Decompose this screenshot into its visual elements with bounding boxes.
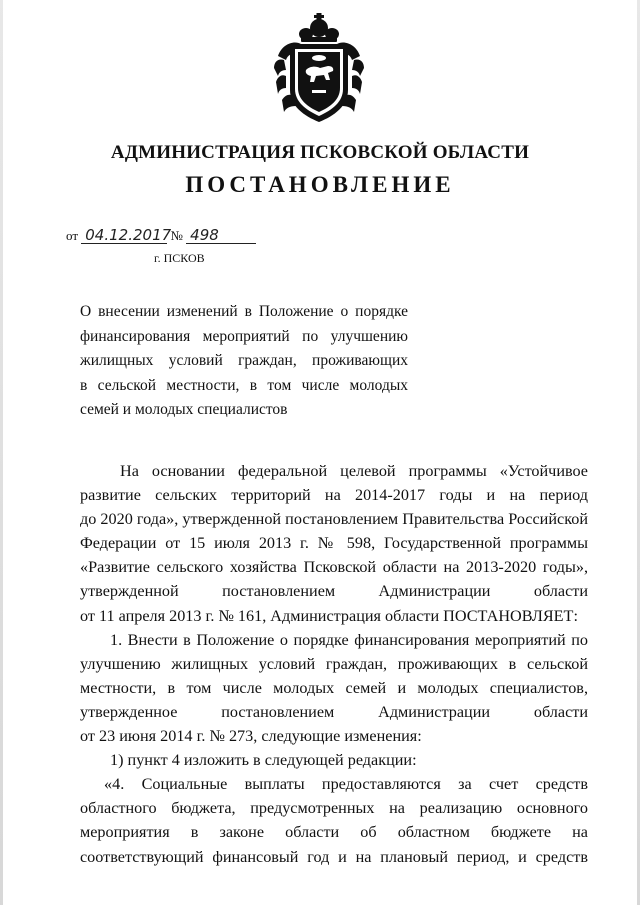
document-subject [80, 300, 408, 423]
body-line: от 23 июня 2014 г. № 273, следующие изменения: [80, 727, 422, 746]
date-number-line [66, 228, 256, 244]
date-prefix: от [66, 228, 79, 243]
body-line: Федерации от 15 июля 2013 г. № 598, Государственной программы [80, 534, 588, 553]
body-line: утвержденное постановлением Администрации области [80, 702, 588, 721]
body-line: улучшению жилищных условий граждан, проживающих в сельской [80, 654, 588, 673]
body-line: до 2020 года», утвержденной постановлением Правительства Российской [80, 510, 588, 529]
body-line: мероприятия в законе области об областном бюджете на [80, 823, 588, 842]
document-date: 04.12.2017 [81, 228, 167, 244]
subject-line: О внесении изменений в Положение о порядке [80, 303, 408, 320]
subject-line: в сельской местности, в том числе молодых [80, 376, 408, 394]
body-line: 1. Внести в Положение о порядке финансирования мероприятий по [110, 630, 588, 649]
pskov-oblast-coat-of-arms-icon [268, 10, 370, 126]
scan-edge-left [0, 0, 3, 905]
subject-line: жилищных условий граждан, проживающих [80, 352, 408, 369]
body-line: соответствующий финансовый год и на плановый период, и средств [80, 847, 588, 866]
organization-name: АДМИНИСТРАЦИЯ ПСКОВСКОЙ ОБЛАСТИ [110, 142, 530, 163]
body-line: На основании федеральной целевой программы «Устойчивое [120, 462, 588, 480]
subject-line: семей и молодых специалистов [80, 401, 288, 418]
body-line: от 11 апреля 2013 г. № 161, Администрация области ПОСТАНОВЛЯЕТ: [80, 606, 578, 625]
document-body [80, 459, 588, 869]
number-prefix: № [170, 228, 183, 243]
body-line: развитие сельских территорий на 2014-2017 годы и на период [80, 486, 588, 505]
city: г. ПСКОВ [154, 251, 205, 265]
body-line: 1) пункт 4 изложить в следующей редакции: [110, 751, 417, 770]
document-number: 498 [186, 228, 256, 244]
body-line: «4. Социальные выплаты предоставляются за счет средств [104, 775, 588, 794]
body-line: «Развитие сельского хозяйства Псковской области на 2013-2020 годы», [80, 558, 588, 577]
body-line: утвержденной постановлением Администрации области [80, 582, 588, 601]
body-line: областного бюджета, предусмотренных на реализацию основного [80, 799, 588, 818]
body-line: местности, в том числе молодых семей и молодых специалистов, [80, 678, 588, 697]
subject-line: финансирования мероприятий по улучшению [80, 327, 408, 345]
document-type: ПОСТАНОВЛЕНИЕ [185, 172, 455, 197]
